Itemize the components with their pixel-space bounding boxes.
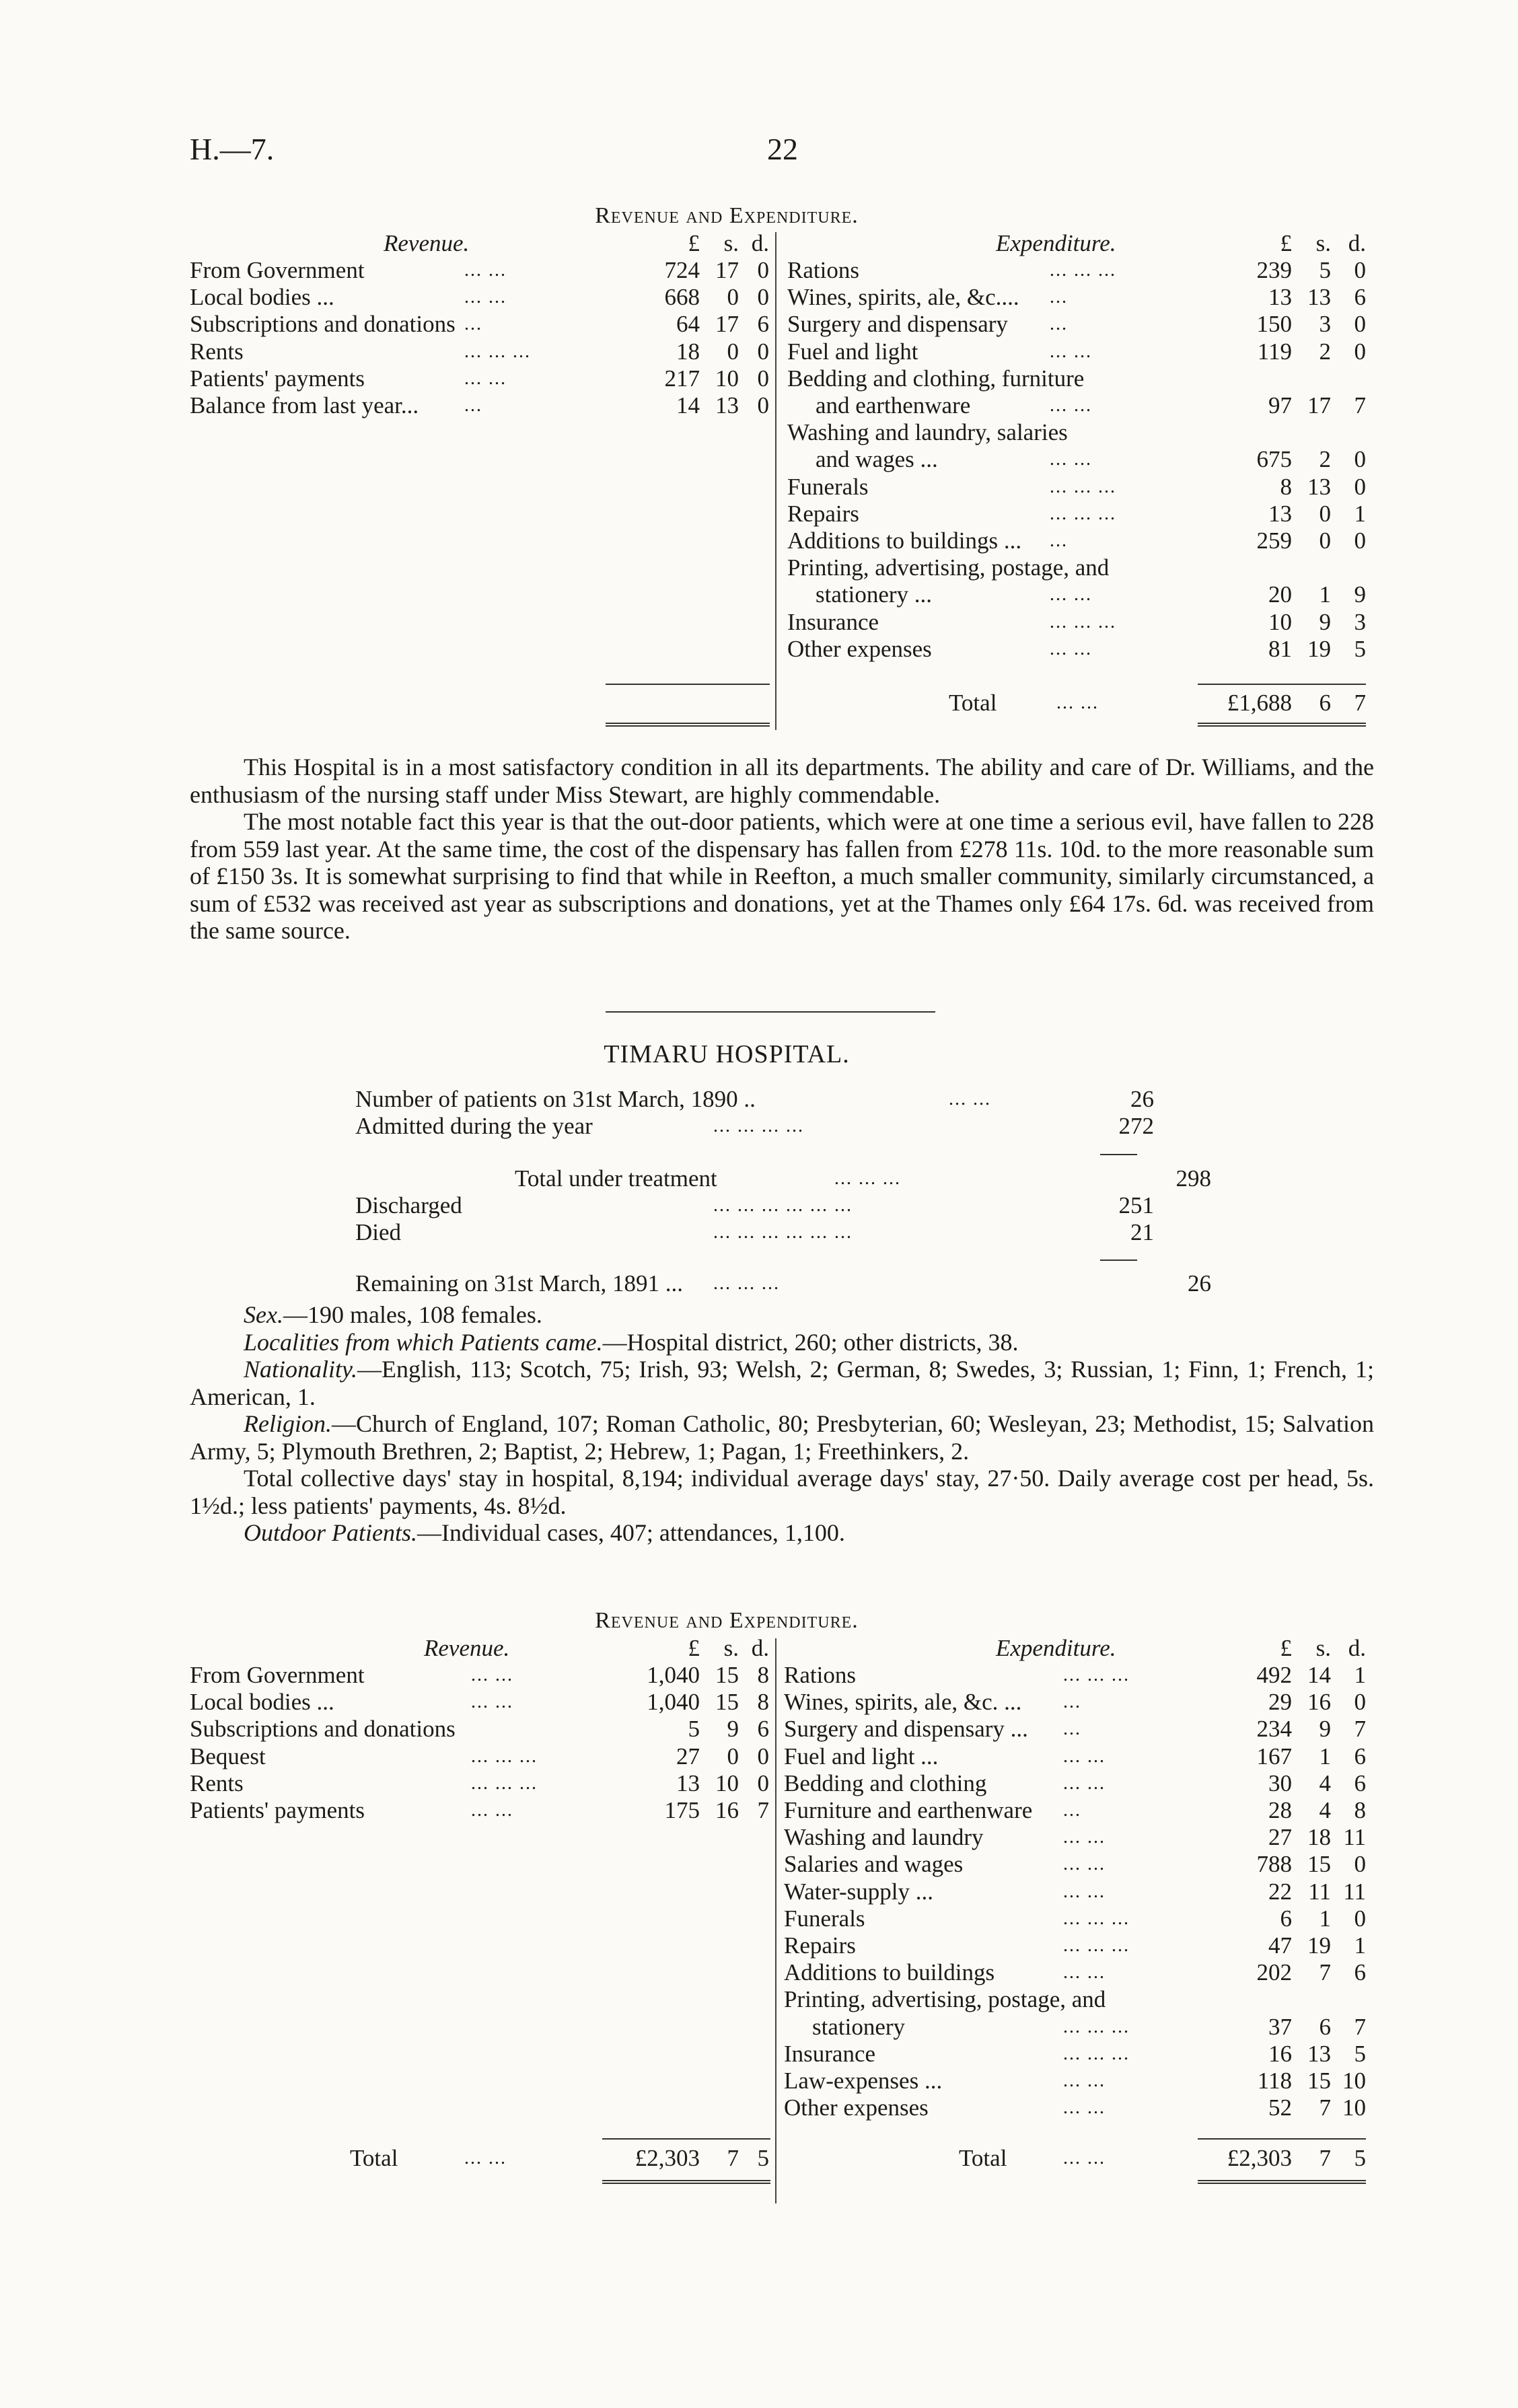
shillings-value: 3 — [1319, 311, 1331, 338]
row-label: Bedding and clothing — [784, 1769, 987, 1796]
table1-divider — [775, 232, 776, 730]
pounds-value: 81 — [1268, 635, 1292, 662]
leader-dots: ... ... ... — [471, 1772, 538, 1794]
row-label: Wines, spirits, ale, &c. ... — [784, 1689, 1022, 1716]
note-paragraph — [190, 1329, 1374, 1356]
shillings-value: 0 — [1319, 500, 1331, 527]
leader-dots: ... ... — [1063, 1962, 1106, 1983]
row-label: Local bodies ... — [190, 284, 334, 311]
leader-dots: ... — [1063, 1691, 1081, 1713]
leader-dots: ... ... ... — [1063, 2043, 1130, 2064]
pence-value: 0 — [1354, 473, 1366, 500]
row-label: Law-expenses ... — [784, 2068, 943, 2094]
row-label: Additions to buildings ... — [787, 527, 1022, 554]
row-label: From Government — [190, 1662, 365, 1688]
stat-label: Died — [355, 1219, 402, 1245]
pounds-value: 217 — [664, 365, 700, 392]
table1-revenue-double-rule — [606, 723, 770, 727]
pounds-value: £2,303 — [1227, 2145, 1292, 2171]
pounds-value: 37 — [1268, 2013, 1292, 2040]
pounds-column-header: £ — [1280, 1635, 1292, 1661]
pence-column-header: d. — [751, 230, 769, 256]
pounds-value: 668 — [664, 284, 700, 311]
table1-expenditure-label: Expenditure. — [996, 230, 1116, 256]
timaru-notes — [190, 1301, 1374, 1547]
pence-value: 0 — [1354, 338, 1366, 365]
shillings-value: 7 — [727, 2145, 739, 2171]
pence-value: 0 — [757, 1743, 769, 1769]
leader-dots: ... ... — [471, 1665, 513, 1685]
pounds-value: 492 — [1256, 1662, 1292, 1688]
table1-expenditure-rule — [1198, 684, 1366, 685]
pence-value: 0 — [1354, 1851, 1366, 1878]
pence-value: 8 — [757, 1689, 769, 1716]
pounds-column-header: £ — [688, 1635, 700, 1661]
leader-dots: ... — [464, 314, 482, 335]
pence-value: 1 — [1354, 1662, 1366, 1688]
row-label: Bequest — [190, 1743, 266, 1769]
shillings-value: 17 — [715, 311, 739, 338]
stat-label: Number of patients on 31st March, 1890 .. — [355, 1086, 756, 1112]
shillings-value: 7 — [1319, 2145, 1331, 2171]
shillings-value: 6 — [1319, 2013, 1331, 2040]
pence-value: 5 — [1354, 635, 1366, 662]
row-label: Patients' payments — [190, 365, 365, 392]
shillings-value: 17 — [1307, 392, 1331, 418]
leader-dots: ... ... ... — [1063, 2016, 1130, 2037]
row-label: Washing and laundry — [784, 1824, 984, 1851]
leader-dots: ... ... ... — [1063, 1907, 1130, 1929]
stat-label: Total under treatment — [515, 1165, 717, 1192]
row-label: Funerals — [787, 473, 869, 500]
pence-value: 7 — [1354, 392, 1366, 418]
shillings-value: 14 — [1307, 1662, 1331, 1688]
pence-value: 0 — [1354, 1905, 1366, 1932]
note-key: Outdoor Patients. — [244, 1519, 417, 1546]
pence-value: 6 — [1354, 1743, 1366, 1769]
note-text: —English, 113; Scotch, 75; Irish, 93; Welsh, 2; German, 8; Swedes, 3; Russian, 1; Finn, 1; French, 1; American, 1. — [190, 1356, 1374, 1410]
shillings-value: 16 — [1307, 1689, 1331, 1716]
row-label: Rations — [787, 257, 859, 283]
commentary — [190, 754, 1374, 945]
pounds-value: 18 — [676, 338, 700, 365]
stat-total: 26 — [1188, 1270, 1211, 1297]
pounds-value: 27 — [676, 1743, 700, 1769]
row-label: Fuel and light ... — [784, 1743, 939, 1769]
pounds-value: 97 — [1268, 392, 1292, 418]
pence-value: 8 — [1354, 1797, 1366, 1823]
leader-dots: ... ... ... — [471, 1745, 538, 1767]
pence-value: 5 — [1354, 2040, 1366, 2067]
row-label: Rents — [190, 1769, 244, 1796]
pence-value: 0 — [1354, 311, 1366, 338]
shillings-value: 15 — [1307, 1851, 1331, 1878]
pounds-value: £2,303 — [635, 2145, 700, 2171]
note-text: —Hospital district, 260; other districts, 38. — [602, 1328, 1019, 1356]
shillings-value: 15 — [715, 1662, 739, 1688]
leader-dots: ... ... — [1063, 1772, 1106, 1794]
shillings-value: 11 — [1308, 1878, 1331, 1905]
leader-dots: ... ... ... — [834, 1168, 901, 1189]
pounds-value: 22 — [1268, 1878, 1292, 1905]
leader-dots: ... ... — [1056, 692, 1099, 713]
note-paragraph — [190, 1410, 1374, 1465]
pounds-value: 13 — [1268, 284, 1292, 311]
row-label: Other expenses — [787, 635, 932, 662]
leader-dots: ... ... — [1063, 1745, 1106, 1767]
note-key: Sex. — [244, 1301, 283, 1328]
stat-value: 272 — [1118, 1113, 1154, 1139]
pence-column-header: d. — [751, 1635, 769, 1661]
shillings-value: 15 — [1307, 2068, 1331, 2094]
note-paragraph — [190, 1301, 1374, 1329]
shillings-value: 1 — [1319, 1743, 1331, 1769]
shillings-value: 1 — [1319, 581, 1331, 608]
row-label: Subscriptions and donations — [190, 1716, 456, 1743]
table2-expenditure-rule — [1198, 2138, 1366, 2140]
leader-dots: ... ... — [471, 1691, 513, 1713]
shillings-value: 9 — [1319, 1716, 1331, 1743]
note-key: Religion. — [244, 1410, 332, 1437]
row-label: stationery ... — [816, 581, 933, 608]
pence-value: 10 — [1342, 2068, 1366, 2094]
table2-expenditure-label: Expenditure. — [996, 1635, 1116, 1661]
shillings-value: 16 — [715, 1797, 739, 1823]
leader-dots: ... ... — [1063, 2070, 1106, 2091]
pence-value: 1 — [1354, 500, 1366, 527]
timaru-title: TIMARU HOSPITAL. — [604, 1040, 850, 1068]
shillings-value: 0 — [727, 1743, 739, 1769]
leader-dots: ... ... ... — [1063, 1935, 1130, 1956]
pence-value: 9 — [1354, 581, 1366, 608]
pence-value: 0 — [757, 1769, 769, 1796]
shillings-value: 19 — [1307, 635, 1331, 662]
leader-dots: ... ... ... — [1050, 260, 1116, 281]
leader-dots: ... — [1050, 530, 1068, 551]
stat-label: Admitted during the year — [355, 1113, 593, 1139]
pounds-value: 47 — [1268, 1932, 1292, 1959]
pence-value: 5 — [1354, 2145, 1366, 2171]
row-label: Printing, advertising, postage, and — [784, 1986, 1106, 2013]
shillings-column-header: s. — [1315, 1635, 1331, 1661]
shillings-value: 13 — [715, 392, 739, 418]
pounds-value: 675 — [1256, 446, 1292, 473]
leader-dots: ... ... — [1050, 340, 1092, 362]
row-label: Subscriptions and donations — [190, 311, 456, 338]
shillings-value: 10 — [715, 365, 739, 392]
row-label: Water-supply ... — [784, 1878, 933, 1905]
shillings-value: 7 — [1319, 2094, 1331, 2121]
table1-revenue-rule — [606, 684, 770, 685]
leader-dots: ... ... — [1050, 449, 1092, 470]
shillings-value: 4 — [1319, 1797, 1331, 1823]
row-label: Balance from last year... — [190, 392, 419, 418]
pounds-value: 118 — [1257, 2068, 1292, 2094]
leader-dots: ... ... — [464, 367, 507, 389]
row-label: Funerals — [784, 1905, 865, 1932]
leader-dots: ... ... ... — [464, 340, 531, 362]
pence-value: 0 — [757, 338, 769, 365]
pounds-value: 202 — [1256, 1959, 1292, 1986]
row-label: Insurance — [784, 2040, 876, 2067]
commentary-paragraph: This Hospital is in a most satisfactory condition in all its departments. The ability and care of Dr. Williams, and the enthusiasm of the nursing staff under Miss Stewart, are highly commendable. — [190, 754, 1374, 808]
pounds-value: £1,688 — [1227, 690, 1292, 716]
row-label: Other expenses — [784, 2094, 929, 2121]
stats-rule — [1100, 1154, 1137, 1155]
shillings-value: 6 — [1319, 690, 1331, 716]
leader-dots: ... ... ... ... ... ... — [713, 1222, 853, 1243]
row-label: Surgery and dispensary — [787, 311, 1008, 338]
table2-title: Revenue and Expenditure. — [595, 1608, 859, 1633]
leader-dots: ... ... — [471, 1800, 513, 1821]
shillings-value: 13 — [1307, 2040, 1331, 2067]
pence-value: 11 — [1343, 1824, 1366, 1851]
shillings-value: 9 — [727, 1716, 739, 1743]
row-label: Printing, advertising, postage, and — [787, 554, 1110, 581]
leader-dots: ... ... — [1063, 2148, 1106, 2168]
pence-value: 0 — [757, 365, 769, 392]
pence-value: 0 — [1354, 1689, 1366, 1716]
shillings-value: 17 — [715, 257, 739, 283]
row-label: Additions to buildings — [784, 1959, 995, 1986]
shillings-value: 13 — [1307, 284, 1331, 311]
pence-value: 0 — [757, 284, 769, 311]
pence-value: 0 — [1354, 446, 1366, 473]
leader-dots: ... — [1063, 1718, 1081, 1740]
stats-rule — [1100, 1260, 1137, 1261]
leader-dots: ... ... — [1063, 2097, 1106, 2119]
shillings-value: 19 — [1307, 1932, 1331, 1959]
section-separator — [606, 1011, 935, 1013]
row-label: Repairs — [784, 1932, 856, 1959]
pence-value: 8 — [757, 1662, 769, 1688]
leader-dots: ... ... — [1050, 638, 1092, 659]
pounds-value: 14 — [676, 392, 700, 418]
shillings-value: 0 — [1319, 527, 1331, 554]
pence-column-header: d. — [1348, 230, 1366, 256]
note-text: —Church of England, 107; Roman Catholic, 80; Presbyterian, 60; Wesleyan, 23; Methodist, 15; Salvation Army, 5; Plymouth Brethren, 2; Baptist, 2; Hebrew, 1; Pagan, 1; Freethinkers, 2. — [190, 1410, 1374, 1465]
pence-value: 5 — [757, 2145, 769, 2171]
leader-dots: ... ... — [464, 260, 507, 281]
table1-title: Revenue and Expenditure. — [595, 203, 859, 228]
note-key: Nationality. — [244, 1356, 358, 1383]
pounds-value: 5 — [688, 1716, 700, 1743]
pence-value: 7 — [1354, 1716, 1366, 1743]
pounds-column-header: £ — [1280, 230, 1292, 256]
pence-value: 0 — [757, 392, 769, 418]
pounds-value: 13 — [1268, 500, 1292, 527]
leader-dots: ... ... ... — [1050, 611, 1116, 632]
leader-dots: ... ... — [1063, 1854, 1106, 1875]
leader-dots: ... ... — [464, 2148, 507, 2168]
row-label: Rations — [784, 1662, 856, 1688]
pounds-value: 8 — [1280, 473, 1292, 500]
row-label: Wines, spirits, ale, &c.... — [787, 284, 1019, 311]
table2-divider — [775, 1638, 776, 2203]
leader-dots: ... ... — [1050, 395, 1092, 416]
row-label: Surgery and dispensary ... — [784, 1716, 1028, 1743]
stat-value: 251 — [1118, 1192, 1154, 1218]
note-paragraph — [190, 1519, 1374, 1547]
leader-dots: ... ... — [1063, 1881, 1106, 1902]
table2-revenue-label: Revenue. — [424, 1635, 510, 1661]
row-label: Total — [350, 2145, 398, 2171]
row-label: Repairs — [787, 500, 859, 527]
row-label: stationery — [812, 2013, 906, 2040]
shillings-value: 10 — [715, 1769, 739, 1796]
leader-dots: ... — [1063, 1800, 1081, 1821]
pounds-value: 119 — [1257, 338, 1292, 365]
commentary-paragraph: The most notable fact this year is that the out-door patients, which were at one time a serious evil, have fallen to 228 from 559 last year. At the same time, the cost of the dispensary has fallen from £278 11s. 10d. to the more reasonable sum of £150 3s. It is somewhat surprising to find that while in Reefton, a much smaller community, similarly circumstanced, a sum of £532 was received ast year as subscriptions and donations, yet at the Thames only £64 17s. 6d. was received from the same source. — [190, 808, 1374, 944]
note-text: —190 males, 108 females. — [283, 1301, 542, 1328]
shillings-value: 0 — [727, 338, 739, 365]
row-label: Rents — [190, 338, 244, 365]
pounds-value: 52 — [1268, 2094, 1292, 2121]
shillings-value: 7 — [1319, 1959, 1331, 1986]
pounds-value: 1,040 — [647, 1662, 700, 1688]
table1-revenue-label: Revenue. — [384, 230, 470, 256]
pounds-value: 28 — [1268, 1797, 1292, 1823]
pounds-value: 6 — [1280, 1905, 1292, 1932]
pence-value: 6 — [1354, 1959, 1366, 1986]
note-key: Localities from which Patients came. — [244, 1328, 603, 1356]
row-label: and wages ... — [816, 446, 938, 473]
pence-value: 7 — [757, 1797, 769, 1823]
leader-dots: ... ... — [1063, 1827, 1106, 1848]
pounds-value: 234 — [1256, 1716, 1292, 1743]
pence-value: 6 — [757, 1716, 769, 1743]
shillings-value: 13 — [1307, 473, 1331, 500]
leader-dots: ... — [1050, 287, 1068, 308]
pence-value: 7 — [1354, 690, 1366, 716]
row-label: Washing and laundry, salaries — [787, 419, 1068, 446]
pence-value: 0 — [1354, 257, 1366, 283]
pounds-value: 13 — [676, 1769, 700, 1796]
leader-dots: ... ... ... — [713, 1273, 780, 1294]
pounds-value: 239 — [1256, 257, 1292, 283]
note-text: —Individual cases, 407; attendances, 1,100. — [417, 1519, 845, 1546]
leader-dots: ... ... — [464, 287, 507, 308]
pence-value: 6 — [757, 311, 769, 338]
pounds-value: 20 — [1268, 581, 1292, 608]
shillings-value: 1 — [1319, 1905, 1331, 1932]
pounds-value: 30 — [1268, 1769, 1292, 1796]
pence-value: 6 — [1354, 1769, 1366, 1796]
table2-revenue-double-rule — [602, 2180, 770, 2184]
shillings-column-header: s. — [723, 230, 739, 256]
table2-expenditure-double-rule — [1198, 2180, 1366, 2184]
table2-revenue-rule — [602, 2138, 770, 2140]
pence-value: 1 — [1354, 1932, 1366, 1959]
shillings-column-header: s. — [1315, 230, 1331, 256]
pence-value: 11 — [1343, 1878, 1366, 1905]
pounds-value: 150 — [1256, 311, 1292, 338]
pounds-value: 167 — [1256, 1743, 1292, 1769]
pence-value: 7 — [1354, 2013, 1366, 2040]
row-label: Bedding and clothing, furniture — [787, 365, 1085, 392]
pounds-value: 724 — [664, 257, 700, 283]
pence-value: 0 — [757, 257, 769, 283]
pounds-value: 175 — [664, 1797, 700, 1823]
pounds-value: 259 — [1256, 527, 1292, 554]
stat-value: 26 — [1130, 1086, 1154, 1112]
row-label: Furniture and earthenware — [784, 1797, 1033, 1823]
document-code: H.—7. — [190, 132, 275, 166]
page-number: 22 — [767, 132, 798, 166]
pence-value: 6 — [1354, 284, 1366, 311]
row-label: Local bodies ... — [190, 1689, 334, 1716]
leader-dots: ... — [464, 395, 482, 416]
leader-dots: ... ... — [949, 1089, 991, 1109]
stat-label: Remaining on 31st March, 1891 ... — [355, 1270, 684, 1297]
stat-label: Discharged — [355, 1192, 462, 1218]
note-text: Total collective days' stay in hospital, 8,194; individual average days' stay, 27·50. Daily average cost per head, 5s. 1½d.; less patients' payments, 4s. 8½d. — [190, 1465, 1374, 1519]
shillings-value: 2 — [1319, 446, 1331, 473]
shillings-column-header: s. — [723, 1635, 739, 1661]
pence-column-header: d. — [1348, 1635, 1366, 1661]
leader-dots: ... ... ... — [1063, 1665, 1130, 1685]
note-paragraph — [190, 1356, 1374, 1410]
row-label: Salaries and wages — [784, 1851, 964, 1878]
shillings-value: 2 — [1319, 338, 1331, 365]
note-paragraph — [190, 1465, 1374, 1519]
row-label: Insurance — [787, 608, 879, 635]
row-label: Total — [959, 2145, 1007, 2171]
leader-dots: ... ... — [1050, 584, 1092, 606]
shillings-value: 4 — [1319, 1769, 1331, 1796]
shillings-value: 5 — [1319, 257, 1331, 283]
shillings-value: 18 — [1307, 1824, 1331, 1851]
pounds-value: 29 — [1268, 1689, 1292, 1716]
pounds-value: 64 — [676, 311, 700, 338]
stat-value: 21 — [1130, 1219, 1154, 1245]
shillings-value: 15 — [715, 1689, 739, 1716]
shillings-value: 9 — [1319, 608, 1331, 635]
pence-value: 0 — [1354, 527, 1366, 554]
pounds-value: 16 — [1268, 2040, 1292, 2067]
row-label: Patients' payments — [190, 1797, 365, 1823]
pounds-value: 1,040 — [647, 1689, 700, 1716]
leader-dots: ... ... ... ... ... ... — [713, 1195, 853, 1216]
table1-expenditure-double-rule — [1198, 723, 1366, 727]
shillings-value: 0 — [727, 284, 739, 311]
stat-total: 298 — [1176, 1165, 1211, 1192]
pounds-value: 10 — [1268, 608, 1292, 635]
pounds-column-header: £ — [688, 230, 700, 256]
pounds-value: 788 — [1256, 1851, 1292, 1878]
row-label: Total — [949, 690, 997, 716]
pounds-value: 27 — [1268, 1824, 1292, 1851]
row-label: and earthenware — [816, 392, 971, 418]
leader-dots: ... ... ... — [1050, 476, 1116, 497]
row-label: From Government — [190, 257, 365, 283]
pence-value: 10 — [1342, 2094, 1366, 2121]
pence-value: 3 — [1354, 608, 1366, 635]
row-label: Fuel and light — [787, 338, 918, 365]
leader-dots: ... ... ... ... — [713, 1116, 804, 1136]
leader-dots: ... — [1050, 314, 1068, 335]
leader-dots: ... ... ... — [1050, 503, 1116, 524]
